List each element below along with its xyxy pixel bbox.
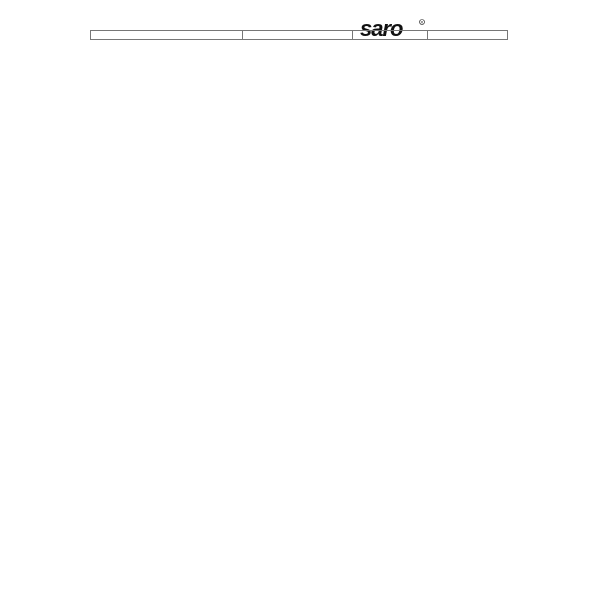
datasheet-table	[90, 30, 508, 40]
language-row	[91, 31, 508, 40]
svg-text:R: R	[420, 20, 424, 25]
svg-text:saro: saro	[360, 16, 403, 40]
language-code	[91, 31, 243, 40]
